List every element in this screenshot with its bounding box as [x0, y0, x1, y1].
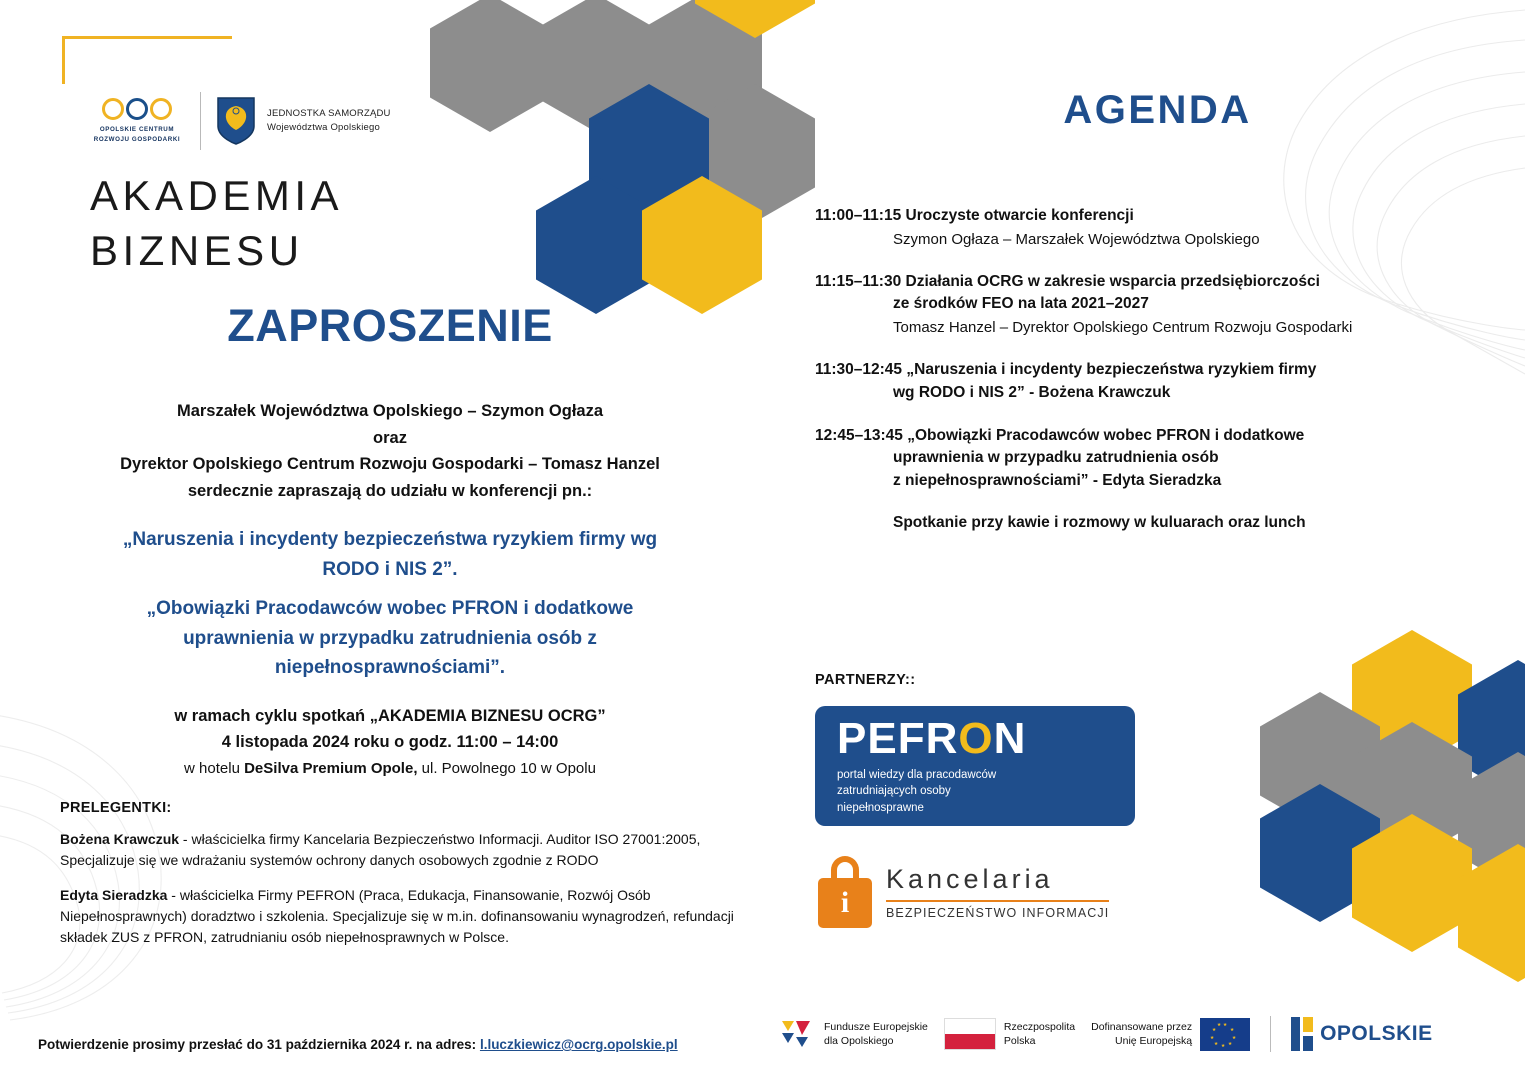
rsvp-text: Potwierdzenie prosimy przesłać do 31 października 2024 r. na adres:	[38, 1037, 480, 1052]
invite-line-2: oraz	[373, 428, 407, 447]
pefron-wordmark	[837, 714, 1135, 763]
agenda-item-1-speaker: Szymon Ogłaza – Marszałek Województwa Opolskiego	[893, 230, 1260, 248]
pl-label-line2: Polska	[1003, 1035, 1036, 1047]
pefron-logo	[815, 706, 1135, 826]
rzeczpospolita-polska-logo	[944, 1018, 1075, 1050]
agenda-item-3-time: 11:30–12:45	[815, 361, 903, 379]
venue-suffix: ul. Powolnego 10 w Opolu	[417, 759, 596, 777]
invite-line-3: Dyrektor Opolskiego Centrum Rozwoju Gospodarki – Tomasz Hanzel	[120, 455, 660, 474]
venue-prefix: w hotelu	[184, 759, 245, 777]
footer-divider	[1270, 1016, 1271, 1052]
eu-cofunding-logo	[1091, 1018, 1250, 1051]
opolskie-mark-icon	[1291, 1017, 1313, 1051]
pefron-tagline	[837, 767, 1135, 817]
right-column	[790, 0, 1525, 1080]
agenda-list	[815, 205, 1515, 532]
eu-label-line2: Unię Europejską	[1115, 1035, 1193, 1047]
venue-line	[40, 760, 740, 777]
eagle-crest-icon	[215, 96, 257, 146]
logo-row	[88, 92, 391, 150]
agenda-item-3-title: „Naruszenia i incydenty bezpieczeństwa ryzykiem firmy	[906, 361, 1317, 379]
eu-label	[1091, 1020, 1192, 1048]
eu-label-line1: Dofinansowane przez	[1091, 1020, 1193, 1033]
speaker-entry-2	[60, 885, 740, 949]
eu-flag-icon	[1200, 1018, 1250, 1051]
cycle-info	[40, 703, 740, 756]
agenda-item	[815, 205, 1515, 251]
fe-stars-icon	[780, 1017, 816, 1051]
pefron-word-a: PEFR	[837, 714, 959, 763]
akademia-line-1: AKADEMIA	[90, 172, 344, 219]
fundusze-europejskie-logo	[780, 1017, 928, 1051]
speaker-2-name: Edyta Sieradzka	[60, 886, 168, 903]
agenda-item-4-time: 12:45–13:45	[815, 426, 903, 444]
crest-line-2: Województwa Opolskiego	[267, 122, 381, 133]
topic-1-line-2: RODO i NIS 2”.	[322, 558, 458, 580]
crest-line-1: JEDNOSTKA SAMORZĄDU	[267, 108, 391, 120]
eu-funding-footer	[780, 1006, 1525, 1062]
cycle-line-1: w ramach cyklu spotkań „AKADEMIA BIZNESU OCRG”	[174, 707, 606, 725]
agenda-item-4-title-cont: uprawnienia w przypadku zatrudnienia osób	[893, 449, 1219, 467]
invitation-body	[40, 398, 740, 777]
agenda-item-2-speaker: Tomasz Hanzel – Dyrektor Opolskiego Centrum Rozwoju Gospodarki	[893, 319, 1353, 337]
rsvp-email-link[interactable]: l.luczkiewicz@ocrg.opolskie.pl	[479, 1037, 678, 1052]
agenda-item	[815, 359, 1515, 404]
agenda-item-2-title: Działania OCRG w zakresie wsparcia przedsiębiorczości	[905, 272, 1320, 290]
hex-photo-building	[430, 0, 550, 132]
agenda-item-4-title: „Obowiązki Pracodawców wobec PFRON i dodatkowe	[907, 426, 1305, 444]
agenda-item-4-title-cont2: z niepełnosprawnościami” - Edyta Sieradzka	[893, 471, 1222, 489]
pefron-wheelchair-icon: O	[958, 714, 994, 763]
agenda-title: AGENDA	[1063, 88, 1252, 132]
speaker-entry-1	[60, 829, 740, 872]
logo-divider	[200, 92, 201, 150]
ocrg-logo-line2: ROZWOJU GOSPODARKI	[93, 135, 181, 143]
opolskie-wordmark: OPOLSKIE	[1320, 1022, 1433, 1045]
kancelaria-logo	[818, 844, 1158, 939]
agenda-item	[815, 271, 1515, 339]
fe-label-line2: dla Opolskiego	[824, 1035, 894, 1047]
agenda-item-2-title-cont: ze środków FEO na lata 2021–2027	[893, 295, 1149, 313]
agenda-item-3-main	[815, 359, 1515, 404]
rsvp-line	[38, 1037, 758, 1052]
speaker-1-name: Bożena Krawczuk	[60, 831, 180, 847]
ocrg-rings-icon	[88, 98, 186, 120]
topic-1-line-1: „Naruszenia i incydenty bezpieczeństwa ryzykiem firmy wg	[122, 528, 658, 550]
hex-photo-cluster-bottom	[1260, 630, 1525, 960]
speakers-section	[60, 800, 740, 948]
speaker-2-bio: - właścicielka Firmy PEFRON (Praca, Edukacja, Finansowanie, Rozwój Osób Niepełnosprawnych) doradztwo i szkolenia. Specjalizuje się w m.in. dofinansowaniu wynagrodzeń, refundacji składek ZUS z PFRON, zatrudnianiu osób niepełnosprawnych w Polsce.	[60, 886, 734, 946]
akademia-line-2: BIZNESU	[90, 227, 304, 275]
agenda-item	[815, 425, 1515, 493]
topic-2-line-2: uprawnienia w przypadku zatrudnienia osób z	[183, 627, 597, 649]
invite-line-1: Marszałek Województwa Opolskiego – Szymon Ogłaza	[176, 402, 604, 420]
kancelaria-text	[886, 864, 1109, 920]
agenda-item-3-title-cont: wg RODO i NIS 2” - Bożena Krawczuk	[893, 383, 1171, 401]
pl-label-line1: Rzeczpospolita	[1003, 1020, 1076, 1033]
agenda-item-2-time: 11:15–11:30	[815, 272, 902, 290]
cycle-line-2: 4 listopada 2024 roku o godz. 11:00 – 14:00	[221, 733, 559, 752]
pefron-tagline-1: portal wiedzy dla pracodawców	[837, 768, 997, 781]
voivodeship-crest-block	[215, 96, 391, 146]
kancelaria-rule	[886, 900, 1109, 902]
akademia-biznesu-title	[90, 168, 343, 279]
pl-label	[1004, 1020, 1075, 1048]
partners-heading: PARTNERZY::	[815, 672, 916, 688]
pefron-word-c: N	[993, 714, 1027, 763]
agenda-item-4-main	[815, 425, 1515, 493]
fe-label	[824, 1020, 928, 1048]
speaker-1-bio: - właścicielka firmy Kancelaria Bezpieczeństwo Informacji. Auditor ISO 27001:2005, Specjalizuje się we wdrażaniu systemów ochrony danych osobowych zgodnie z RODO	[60, 831, 701, 869]
agenda-item-1-time: 11:00–11:15	[815, 207, 902, 224]
kancelaria-name: Kancelaria	[886, 863, 1054, 894]
poland-flag-icon	[944, 1018, 996, 1050]
padlock-glyph: i	[818, 878, 872, 928]
topic-2-line-3: niepełnosprawnościami”.	[274, 657, 506, 679]
invite-line-4: serdecznie zapraszają do udziału w konferencji pn.:	[187, 482, 593, 501]
fe-label-line1: Fundusze Europejskie	[824, 1020, 928, 1033]
speakers-heading: PRELEGENTKI:	[60, 800, 172, 816]
topic-2-line-1: „Obowiązki Pracodawców wobec PFRON i dodatkowe	[146, 598, 634, 620]
crest-text-block	[267, 107, 391, 135]
agenda-item-1-main	[815, 205, 1515, 228]
ocrg-logo	[88, 98, 186, 144]
pefron-tagline-2: zatrudniających osoby	[837, 785, 951, 798]
agenda-item-1-title: Uroczyste otwarcie konferencji	[905, 207, 1134, 224]
venue-name: DeSilva Premium Opole,	[244, 759, 418, 777]
pefron-tagline-3: niepełnosprawne	[837, 802, 924, 815]
padlock-icon	[818, 856, 872, 928]
opolskie-logo	[1291, 1017, 1433, 1051]
page-title: ZAPROSZENIE	[227, 300, 553, 351]
agenda-item-2-main	[815, 271, 1515, 316]
agenda-closing-note: Spotkanie przy kawie i rozmowy w kuluarach oraz lunch	[893, 514, 1306, 532]
conference-topics	[40, 525, 740, 683]
kancelaria-subtitle: BEZPIECZEŃSTWO INFORMACJI	[886, 905, 1110, 920]
ocrg-logo-line1: OPOLSKIE CENTRUM	[99, 126, 175, 134]
decorative-corner-bracket	[62, 36, 232, 84]
